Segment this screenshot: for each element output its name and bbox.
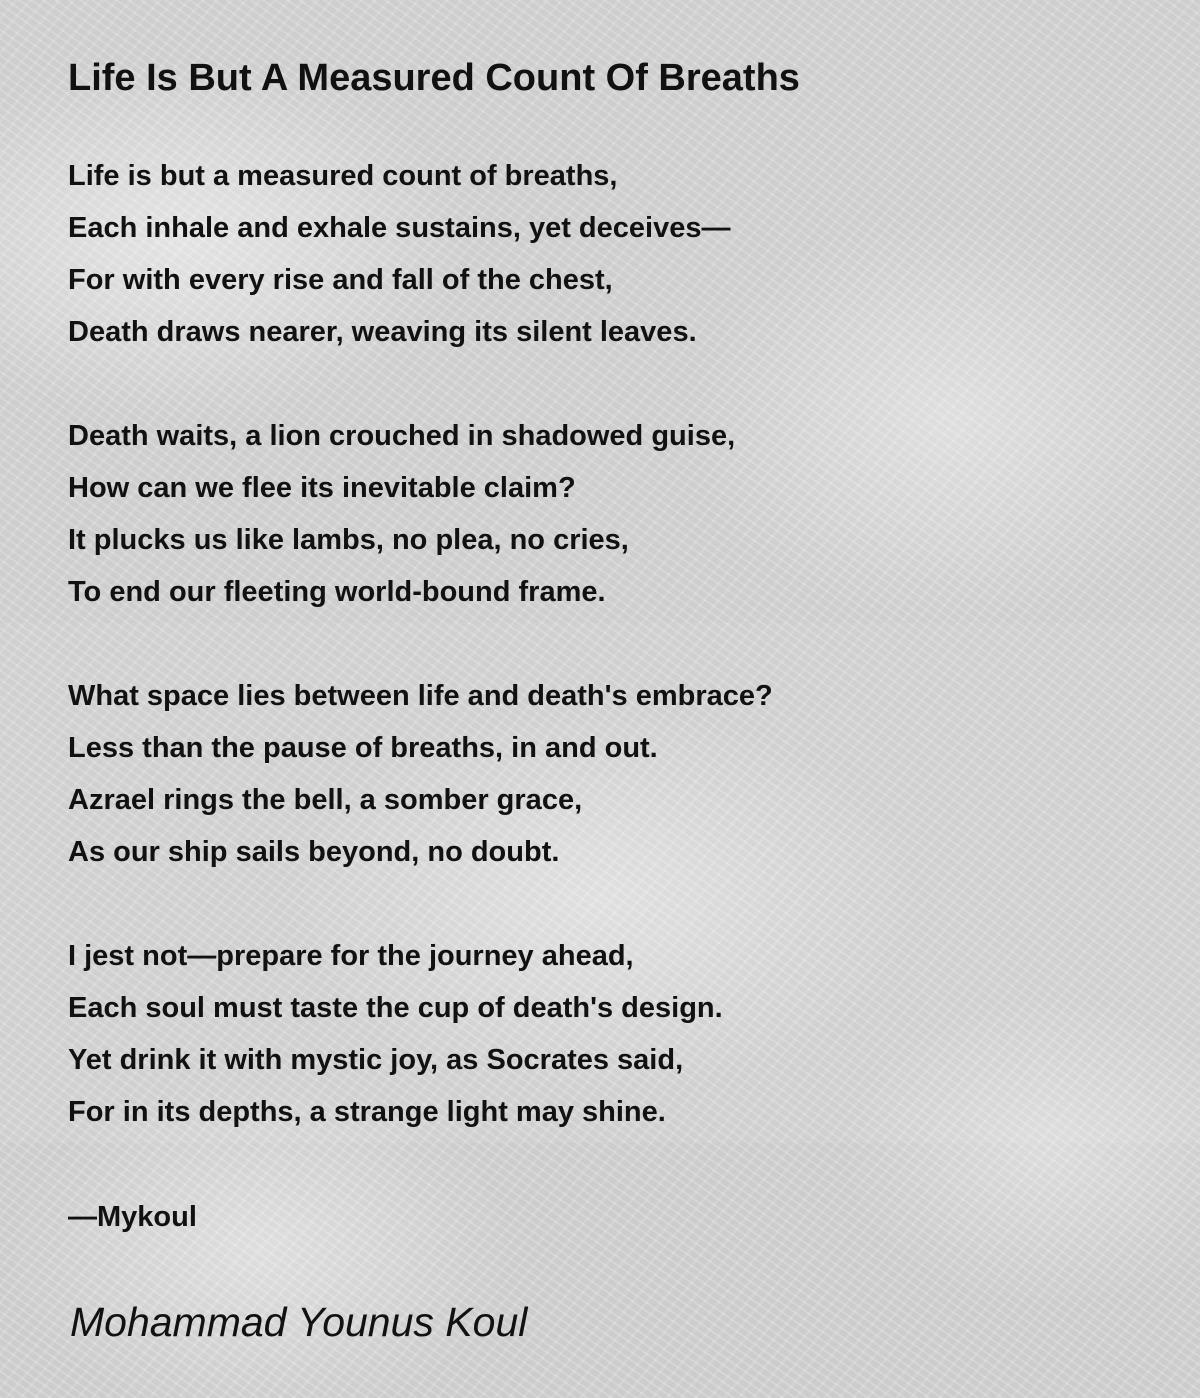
poem-title: Life Is But A Measured Count Of Breaths	[68, 57, 800, 99]
poem-line: Life is but a measured count of breaths,	[68, 160, 618, 192]
poem-line: Death draws nearer, weaving its silent leaves.	[68, 316, 697, 348]
poem-line: Less than the pause of breaths, in and out.	[68, 732, 658, 764]
poem-line: Each soul must taste the cup of death's design.	[68, 992, 723, 1024]
poem-line: Yet drink it with mystic joy, as Socrates said,	[68, 1044, 684, 1076]
poem-line: Each inhale and exhale sustains, yet deceives—	[68, 212, 731, 244]
poem-line: I jest not—prepare for the journey ahead,	[68, 940, 634, 972]
poem-line: For with every rise and fall of the chest,	[68, 264, 613, 296]
poem-line: Azrael rings the bell, a somber grace,	[68, 784, 583, 816]
poem-line: To end our fleeting world-bound frame.	[68, 576, 606, 608]
poem-line: As our ship sails beyond, no doubt.	[68, 836, 560, 868]
poem-line: How can we flee its inevitable claim?	[68, 472, 576, 504]
poem-body	[68, 150, 773, 1190]
poem-line: Death waits, a lion crouched in shadowed guise,	[68, 420, 736, 452]
poem-author: Mohammad Younus Koul	[70, 1299, 528, 1345]
stanza-1	[68, 150, 773, 358]
poem-line: For in its depths, a strange light may shine.	[68, 1096, 666, 1128]
stanza-3	[68, 670, 773, 878]
poem-signature: —Mykoul	[68, 1201, 197, 1233]
poem-line: What space lies between life and death's embrace?	[68, 680, 773, 712]
poem-line: It plucks us like lambs, no plea, no cries,	[68, 524, 629, 556]
stanza-4	[68, 930, 773, 1138]
stanza-2	[68, 410, 773, 618]
